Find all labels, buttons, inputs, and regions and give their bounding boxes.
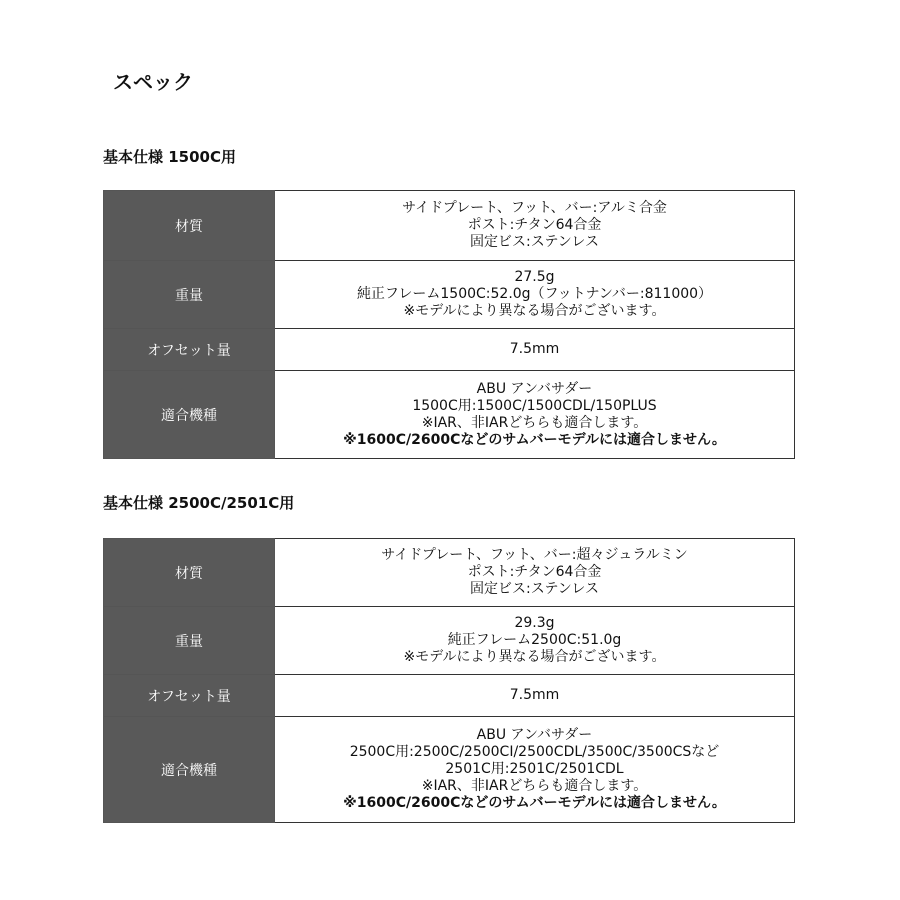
row-label-compatible-models: 適合機種	[104, 717, 275, 823]
value-line: 7.5mm	[509, 341, 560, 357]
row-label-weight: 重量	[104, 607, 275, 675]
row-label-material: 材質	[104, 191, 275, 261]
table-row-compatible-models	[104, 371, 795, 459]
value-line: ※IAR、非IARどちらも適合します。	[421, 778, 648, 794]
table-row-offset	[104, 329, 795, 371]
value-line: 1500C用:1500C/1500CDL/150PLUS	[412, 397, 657, 414]
value-line: 2500C用:2500C/2500CI/2500CDL/3500C/3500CSなど	[349, 744, 720, 760]
value-line: サイドプレート、フット、バー:超々ジュラルミン	[381, 547, 688, 563]
row-value-offset	[275, 675, 795, 717]
section-title-1500c: 基本仕様 1500C用	[103, 148, 236, 166]
row-label-offset: オフセット量	[104, 675, 275, 717]
value-line: ABU アンバサダー	[476, 727, 593, 743]
value-line: ※モデルにより異なる場合がございます。	[403, 649, 666, 665]
section-title-2500c: 基本仕様 2500C/2501C用	[103, 494, 295, 512]
page-title: スペック	[113, 70, 193, 94]
value-line: 固定ビス:ステンレス	[470, 581, 599, 597]
row-value-material	[275, 539, 795, 607]
table-row-offset	[104, 675, 795, 717]
spec-table-1500c	[103, 190, 795, 459]
row-value-weight	[275, 607, 795, 675]
row-label-compatible-models: 適合機種	[104, 371, 275, 459]
table-row-compatible-models	[104, 717, 795, 823]
value-line-warning: ※1600C/2600Cなどのサムバーモデルには適合しません。	[343, 431, 726, 448]
table-row-material	[104, 539, 795, 607]
value-line: 純正フレーム2500C:51.0g	[447, 632, 622, 648]
row-label-weight: 重量	[104, 261, 275, 329]
row-value-compatible-models	[275, 717, 795, 823]
table-row-weight	[104, 261, 795, 329]
value-line: サイドプレート、フット、バー:アルミ合金	[402, 200, 667, 216]
value-line: 2501C用:2501C/2501CDL	[445, 761, 624, 777]
value-line: 固定ビス:ステンレス	[470, 234, 599, 250]
table-row-material	[104, 191, 795, 261]
row-value-compatible-models	[275, 371, 795, 459]
value-line: ポスト:チタン64合金	[467, 217, 602, 233]
row-value-offset	[275, 329, 795, 371]
value-line: 29.3g	[514, 615, 555, 631]
row-label-material: 材質	[104, 539, 275, 607]
value-line-warning: ※1600C/2600Cなどのサムバーモデルには適合しません。	[343, 795, 726, 811]
table-row-weight	[104, 607, 795, 675]
spec-table-2500c	[103, 538, 795, 823]
value-line: ポスト:チタン64合金	[467, 564, 602, 580]
row-value-material	[275, 191, 795, 261]
value-line: 純正フレーム1500C:52.0g（フットナンバー:811000）	[356, 286, 713, 302]
value-line: 27.5g	[514, 269, 555, 285]
value-line: ※IAR、非IARどちらも適合します。	[421, 414, 648, 431]
row-value-weight	[275, 261, 795, 329]
value-line: ABU アンバサダー	[476, 380, 593, 397]
value-line: ※モデルにより異なる場合がございます。	[403, 303, 666, 319]
value-line: 7.5mm	[509, 687, 560, 703]
row-label-offset: オフセット量	[104, 329, 275, 371]
